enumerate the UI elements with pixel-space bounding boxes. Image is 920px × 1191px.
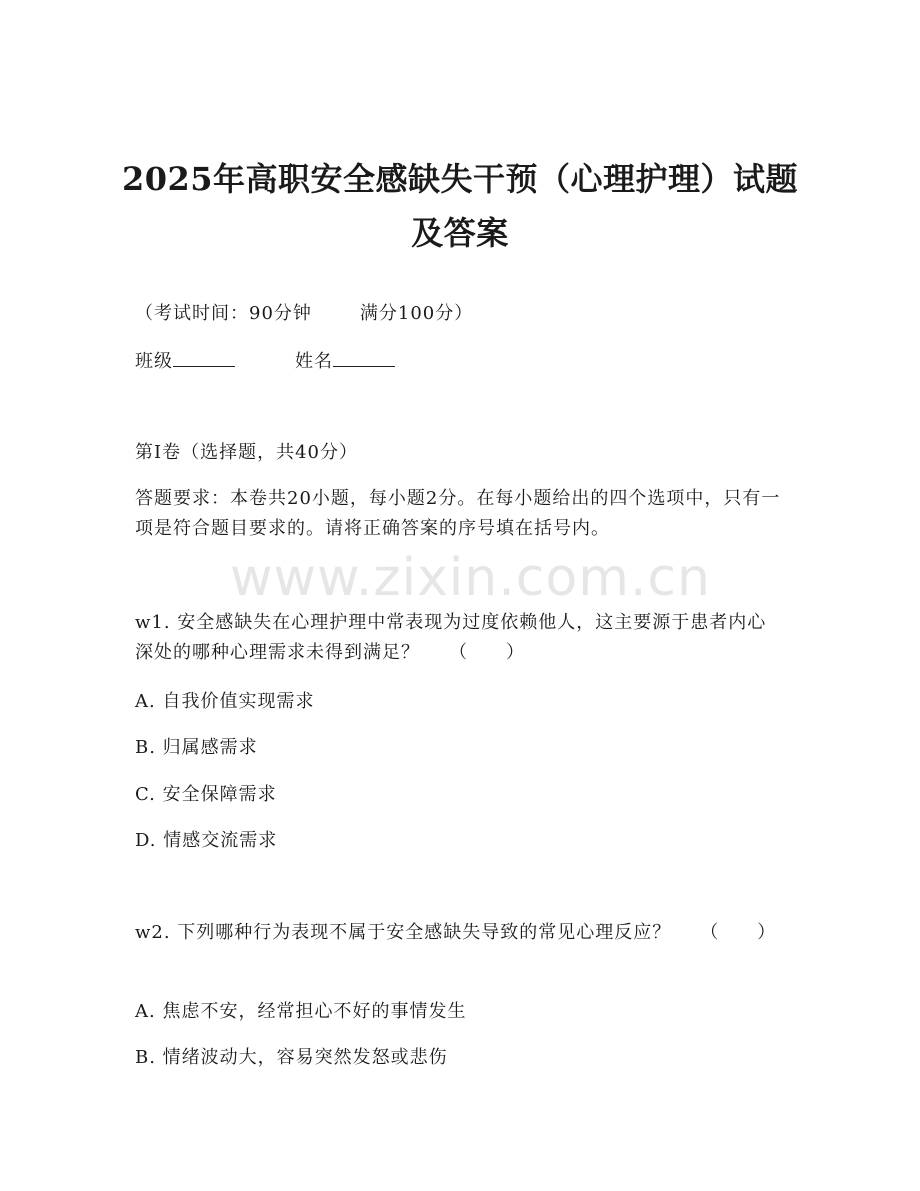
section-heading: 第I卷（选择题，共40分） — [135, 442, 359, 463]
question-2-option-a[interactable]: A. 焦虑不安，经常担心不好的事情发生 — [135, 1001, 467, 1022]
question-1-option-a[interactable]: A. 自我价值实现需求 — [135, 691, 315, 712]
student-info-line — [135, 350, 395, 374]
name-field[interactable] — [333, 350, 395, 367]
question-1-option-c[interactable]: C. 安全保障需求 — [135, 784, 277, 805]
question-1-option-b[interactable]: B. 归属感需求 — [135, 737, 258, 758]
question-2-option-b[interactable]: B. 情绪波动大，容易突然发怒或悲伤 — [135, 1047, 448, 1068]
question-2-stem: w2. 下列哪种行为表现不属于安全感缺失导致的常见心理反应？ （ ） — [135, 922, 777, 943]
question-1-stem: w1. 安全感缺失在心理护理中常表现为过度依赖他人，这主要源于患者内心深处的哪种心理需求未得到满足？ （ ） — [135, 612, 767, 663]
watermark: www.zixin.com.cn — [230, 548, 711, 608]
name-label: 姓名 — [295, 351, 333, 372]
class-field[interactable] — [173, 350, 235, 367]
exam-time: （考试时间：90分钟 — [135, 303, 312, 324]
section-instructions: 答题要求：本卷共20小题，每小题2分。在每小题给出的四个选项中，只有一项是符合题目要求的。请将正确答案的序号填在括号内。 — [135, 488, 781, 539]
class-label: 班级 — [135, 351, 173, 372]
document-title: 2025年高职安全感缺失干预（心理护理）试题及答案 — [121, 160, 799, 252]
exam-info-line — [135, 302, 473, 326]
question-1-option-d[interactable]: D. 情感交流需求 — [135, 830, 278, 851]
exam-score: 满分100分） — [359, 303, 474, 324]
